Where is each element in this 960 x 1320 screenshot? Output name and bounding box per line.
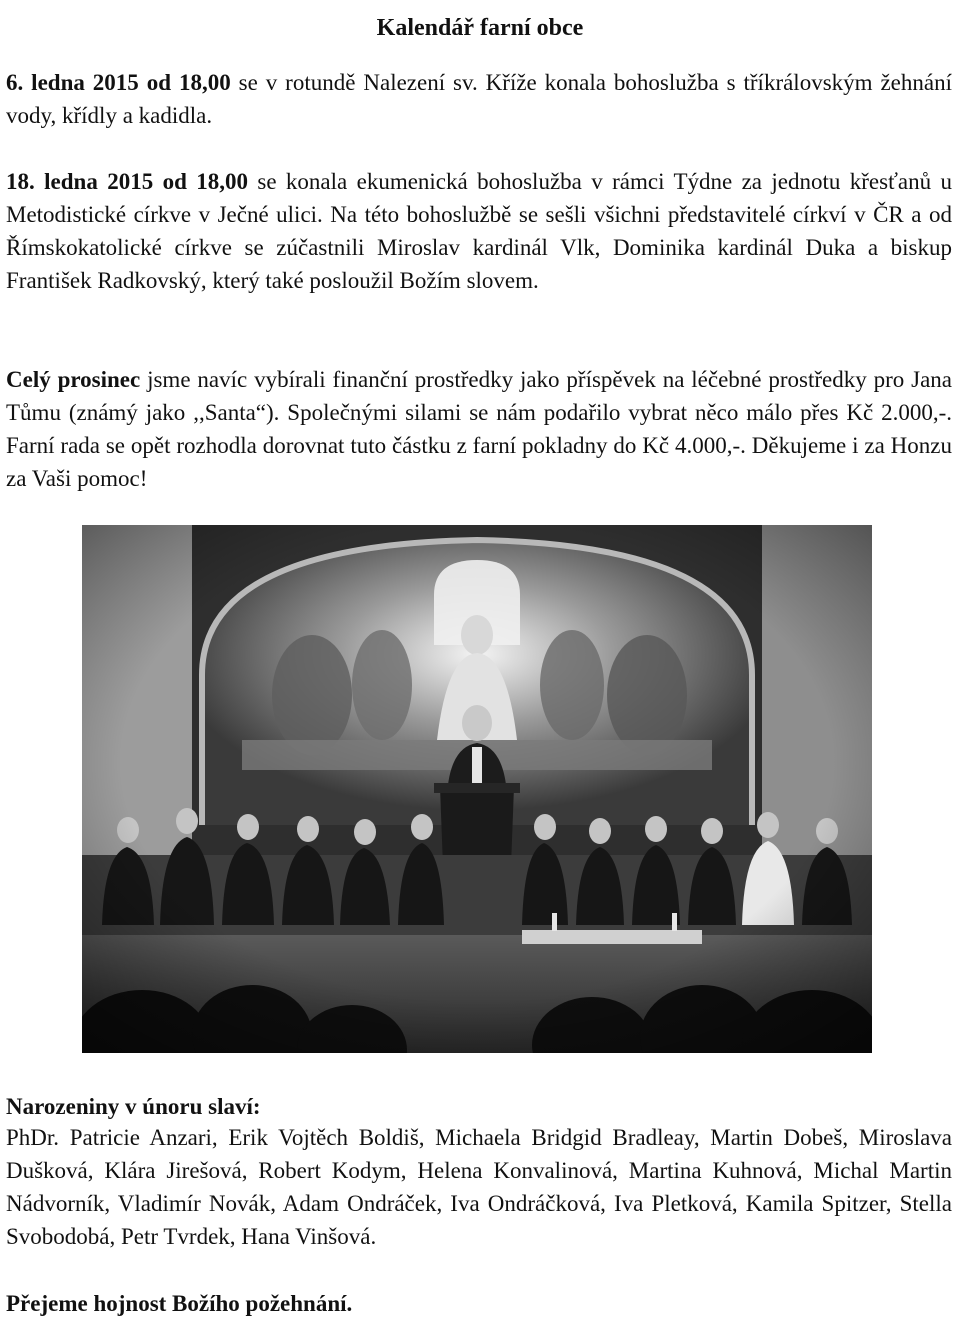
ecumenical-service-photo [82, 525, 872, 1053]
entry-text: jsme navíc vybírali finanční prostředky jako příspěvek na léčebné prostředky pro Jana Tůmu (známý jako ,,Santa“). Společnými silami se nám podařilo vybrat něco málo přes Kč 2.000,-. Farní rada se opět rozhodla dorovnat tuto částku z farní pokladny do Kč 4.000,-. Děkujeme i za Honzu za Vaši pomoc! [6, 367, 952, 491]
entry-epiphany [6, 66, 952, 132]
entry-period: Celý prosinec [6, 367, 141, 392]
entry-text: se konala ekumenická bohoslužba v rámci Týdne za jednotu křesťanů u Metodistické církve v Ječné ulici. Na této bohoslužbě se sešli všichni představitelé církví v ČR a od Římskokatolické církve se zúčastnili Miroslav kardinál Vlk, Dominika kardinál Duka a biskup František Radkovský, který také posloužil Božím slovem. [6, 169, 952, 293]
entry-text: se v rotundě Nalezení sv. Kříže konala bohoslužba s tříkrálovským žehnání vody, křídly a kadidla. [6, 70, 952, 128]
entry-date: 6. ledna 2015 od 18,00 [6, 70, 231, 95]
entry-collection [6, 363, 952, 495]
entry-ecumenical-service [6, 165, 952, 297]
closing-blessing: Přejeme hojnost Božího požehnání. [6, 1291, 353, 1316]
birthdays-list: PhDr. Patricie Anzari, Erik Vojtěch Boldiš, Michaela Bridgid Bradleay, Martin Dobeš, Miroslava Dušková, Klára Jirešová, Robert Kodym, Helena Konvalinová, Martina Kuhnová, Michal Martin Nádvorník, Vladimír Novák, Adam Ondráček, Iva Ondráčková, Iva Pletková, Kamila Spitzer, Stella Svobodobá, Petr Tvrdek, Hana Vinšová. [6, 1125, 952, 1249]
page-title: Kalendář farní obce [376, 15, 584, 41]
entry-date: 18. ledna 2015 od 18,00 [6, 169, 248, 194]
birthdays-heading: Narozeniny v únoru slaví: [6, 1094, 261, 1119]
